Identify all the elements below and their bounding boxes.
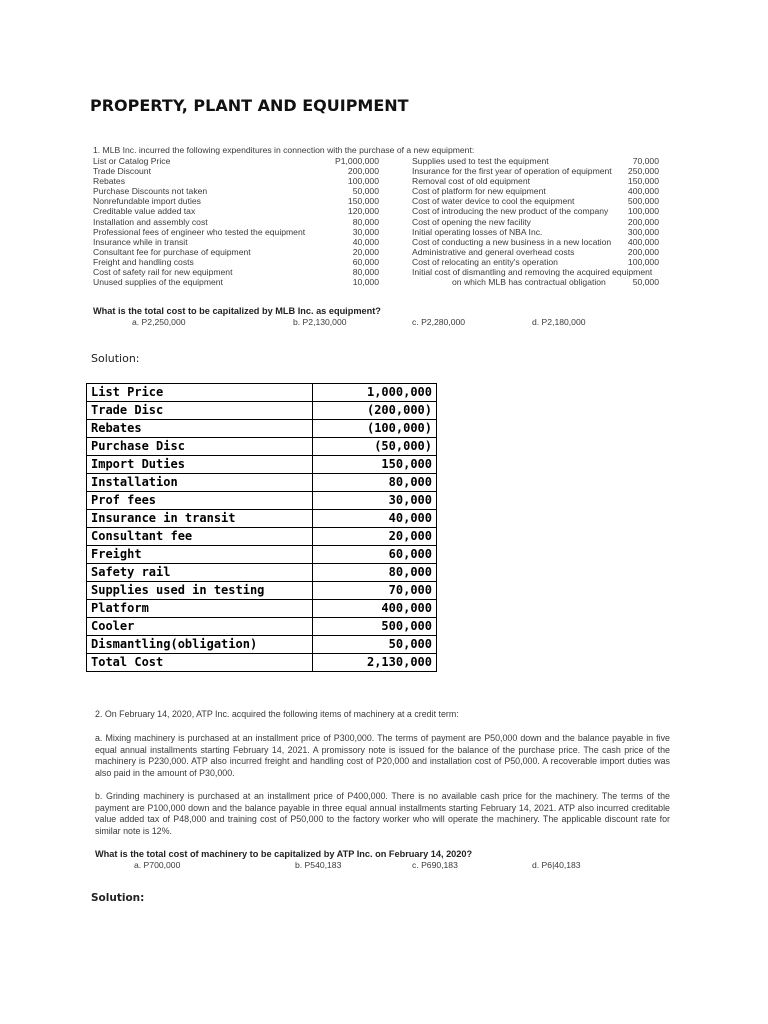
expenditure-row <box>412 217 659 227</box>
expenditure-row <box>93 196 379 206</box>
solution-item-label: Supplies used in testing <box>87 582 313 600</box>
expenditure-amount: 100,000 <box>627 256 659 267</box>
expenditure-label: Removal cost of old equipment <box>412 176 530 187</box>
solution-item-label: Total Cost <box>87 654 313 672</box>
expenditure-row <box>93 206 379 216</box>
expenditure-row <box>93 217 379 227</box>
solution-item-label: Trade Disc <box>87 402 313 420</box>
expenditure-amount: 60,000 <box>352 256 379 267</box>
q1-choice-a: a. P2,250,000 <box>132 317 186 327</box>
solution-row <box>87 420 437 438</box>
expenditure-amount: 10,000 <box>352 277 379 288</box>
solution-item-value: 80,000 <box>313 564 437 582</box>
q1-choice-c: c. P2,280,000 <box>412 317 466 327</box>
expenditure-label: Installation and assembly cost <box>93 216 208 227</box>
expenditure-label: Cost of water device to cool the equipment <box>412 196 575 207</box>
expenditure-row <box>93 277 379 287</box>
expenditure-amount: 400,000 <box>627 236 659 247</box>
expenditure-amount: 50,000 <box>632 277 659 288</box>
expenditure-amount: 500,000 <box>627 196 659 207</box>
solution-item-value: (200,000) <box>313 402 437 420</box>
solution-item-value: (100,000) <box>313 420 437 438</box>
solution-item-value: 60,000 <box>313 546 437 564</box>
expenditure-row <box>412 156 659 166</box>
solution-item-label: Consultant fee <box>87 528 313 546</box>
solution-row <box>87 492 437 510</box>
solution-item-value: 1,000,000 <box>313 384 437 402</box>
expenditure-label: Freight and handling costs <box>93 256 194 267</box>
solution-row <box>87 384 437 402</box>
question-2-part-a: a. Mixing machinery is purchased at an installment price of P300,000. The terms of payment are P50,000 down and the balance payable in five equal annual installments starting February 14, 2021. A promissory note is issued for the balance of the purchase price. The cash price of the machinery is P230,000. ATP also incurred freight and handling cost of P20,000 and installation cost of P50,000. A recoverable import duties was also paid in the amount of P30,000. <box>95 733 670 778</box>
question-2-prompt: What is the total cost of machinery to be capitalized by ATP Inc. on February 14, 2020? <box>95 849 473 859</box>
solution-item-label: List Price <box>87 384 313 402</box>
expenditure-row <box>412 257 659 267</box>
solution-item-value: 500,000 <box>313 618 437 636</box>
expenditure-row <box>93 247 379 257</box>
question-2-intro: 2. On February 14, 2020, ATP Inc. acquired the following items of machinery at a credit term: <box>95 709 459 719</box>
solution-item-value: (50,000) <box>313 438 437 456</box>
expenditure-amount: 300,000 <box>627 226 659 237</box>
expenditure-row <box>412 186 659 196</box>
expenditure-amount: 200,000 <box>627 216 659 227</box>
expenditure-amount: 250,000 <box>627 166 659 177</box>
expenditure-label: Cost of opening the new facility <box>412 216 531 227</box>
solution-item-value: 150,000 <box>313 456 437 474</box>
expenditure-label: List or Catalog Price <box>93 156 171 166</box>
solution-item-value: 2,130,000 <box>313 654 437 672</box>
expenditure-label: Consultant fee for purchase of equipment <box>93 246 251 257</box>
q1-choice-d: d. P2,180,000 <box>532 317 586 327</box>
solution-row <box>87 582 437 600</box>
expenditure-row <box>93 156 379 166</box>
expenditure-row <box>412 267 659 277</box>
solution-row <box>87 402 437 420</box>
solution-item-label: Safety rail <box>87 564 313 582</box>
expenditure-label: Insurance for the first year of operation of equipment <box>412 166 612 177</box>
solution-row <box>87 474 437 492</box>
solution-row <box>87 510 437 528</box>
q1-choice-b: b. P2,130,000 <box>293 317 347 327</box>
expenditure-label: Professional fees of engineer who tested the equipment <box>93 226 306 237</box>
expenditure-row <box>412 166 659 176</box>
q2-choice-d: d. P6|40,183 <box>532 860 581 870</box>
solution-item-label: Rebates <box>87 420 313 438</box>
expenditure-amount: 20,000 <box>352 246 379 257</box>
expenditure-label: Creditable value added tax <box>93 206 196 217</box>
expenditure-row <box>412 196 659 206</box>
expenditure-amount: 200,000 <box>627 246 659 257</box>
solution-item-value: 400,000 <box>313 600 437 618</box>
solution-row <box>87 636 437 654</box>
expenditure-amount: 70,000 <box>632 156 659 166</box>
expenditure-amount: 80,000 <box>352 216 379 227</box>
solution-row <box>87 564 437 582</box>
q2-choice-b: b. P540,183 <box>295 860 342 870</box>
question-1-intro: 1. MLB Inc. incurred the following expenditures in connection with the purchase of a new equipment: <box>93 145 475 155</box>
solution-item-value: 30,000 <box>313 492 437 510</box>
expenditure-label: Administrative and general overhead costs <box>412 246 575 257</box>
q2-choice-a: a. P700,000 <box>134 860 181 870</box>
expenditure-label: Cost of relocating an entity's operation <box>412 256 558 267</box>
solution-table <box>86 383 437 672</box>
question-2-part-b: b. Grinding machinery is purchased at an installment price of P400,000. There is no available cash price for the machinery. The terms of the payment are P100,000 down and the balance payable in three equal annual installments starting February 14, 2021. ATP also incurred creditable value added tax of P48,000 and training cost of P50,000 to the factory worker who will operate the machinery. The applicable discount rate for similar note is 12%. <box>95 791 670 836</box>
solution-row <box>87 600 437 618</box>
solution-label-2: Solution: <box>91 892 145 904</box>
solution-item-value: 40,000 <box>313 510 437 528</box>
expenditure-row <box>93 166 379 176</box>
expenditure-label: Rebates <box>93 176 126 187</box>
solution-item-label: Prof fees <box>87 492 313 510</box>
solution-row <box>87 654 437 672</box>
solution-item-label: Installation <box>87 474 313 492</box>
expenditure-label: Nonrefundable import duties <box>93 196 201 207</box>
solution-label-1: Solution: <box>91 352 140 365</box>
expenditure-row <box>93 227 379 237</box>
expenditure-label: Unused supplies of the equipment <box>93 277 223 288</box>
solution-item-label: Purchase Disc <box>87 438 313 456</box>
expenditure-label: Purchase Discounts not taken <box>93 186 208 197</box>
q2-choice-c: c. P690,183 <box>412 860 458 870</box>
solution-item-label: Insurance in transit <box>87 510 313 528</box>
expenditure-label: Initial cost of dismantling and removing the acquired equipment <box>412 267 653 278</box>
solution-item-label: Freight <box>87 546 313 564</box>
expenditure-amount: 150,000 <box>627 176 659 187</box>
solution-item-value: 50,000 <box>313 636 437 654</box>
solution-item-label: Dismantling(obligation) <box>87 636 313 654</box>
solution-item-value: 70,000 <box>313 582 437 600</box>
expenditure-amount: 100,000 <box>627 206 659 217</box>
expenditure-label: on which MLB has contractual obligation <box>452 277 606 288</box>
expenditure-row <box>93 186 379 196</box>
question-1-prompt: What is the total cost to be capitalized by MLB Inc. as equipment? <box>93 306 381 316</box>
expenditure-row <box>93 237 379 247</box>
expenditure-label: Cost of safety rail for new equipment <box>93 267 233 278</box>
solution-row <box>87 546 437 564</box>
expenditure-amount: P1,000,000 <box>335 156 379 166</box>
expenditure-row <box>412 277 659 287</box>
expenditure-row <box>93 257 379 267</box>
solution-item-label: Cooler <box>87 618 313 636</box>
expenditure-label: Cost of platform for new equipment <box>412 186 546 197</box>
solution-row <box>87 438 437 456</box>
expenditure-amount: 120,000 <box>347 206 379 217</box>
expenditure-amount: 50,000 <box>352 186 379 197</box>
expenditure-row <box>412 206 659 216</box>
expenditure-amount: 200,000 <box>347 166 379 177</box>
expenditure-label: Initial operating losses of NBA Inc. <box>412 226 543 237</box>
expenditure-row <box>93 267 379 277</box>
solution-row <box>87 456 437 474</box>
expenditures-left-list <box>93 156 379 287</box>
expenditure-amount: 40,000 <box>352 236 379 247</box>
expenditure-row <box>412 176 659 186</box>
expenditure-amount: 30,000 <box>352 226 379 237</box>
solution-row <box>87 618 437 636</box>
solution-item-label: Platform <box>87 600 313 618</box>
expenditure-amount: 100,000 <box>347 176 379 187</box>
expenditure-label: Supplies used to test the equipment <box>412 156 549 166</box>
expenditure-row <box>412 247 659 257</box>
expenditure-label: Cost of introducing the new product of the company <box>412 206 609 217</box>
solution-row <box>87 528 437 546</box>
solution-item-label: Import Duties <box>87 456 313 474</box>
expenditure-amount: 80,000 <box>352 267 379 278</box>
expenditure-row <box>412 227 659 237</box>
expenditure-label: Trade Discount <box>93 166 151 177</box>
expenditure-amount: 150,000 <box>347 196 379 207</box>
expenditure-row <box>412 237 659 247</box>
solution-item-value: 20,000 <box>313 528 437 546</box>
page-title: PROPERTY, PLANT AND EQUIPMENT <box>90 96 409 115</box>
expenditure-label: Insurance while in transit <box>93 236 188 247</box>
expenditure-row <box>93 176 379 186</box>
solution-item-value: 80,000 <box>313 474 437 492</box>
expenditure-label: Cost of conducting a new business in a new location <box>412 236 612 247</box>
expenditure-amount: 400,000 <box>627 186 659 197</box>
expenditures-right-list <box>412 156 659 287</box>
